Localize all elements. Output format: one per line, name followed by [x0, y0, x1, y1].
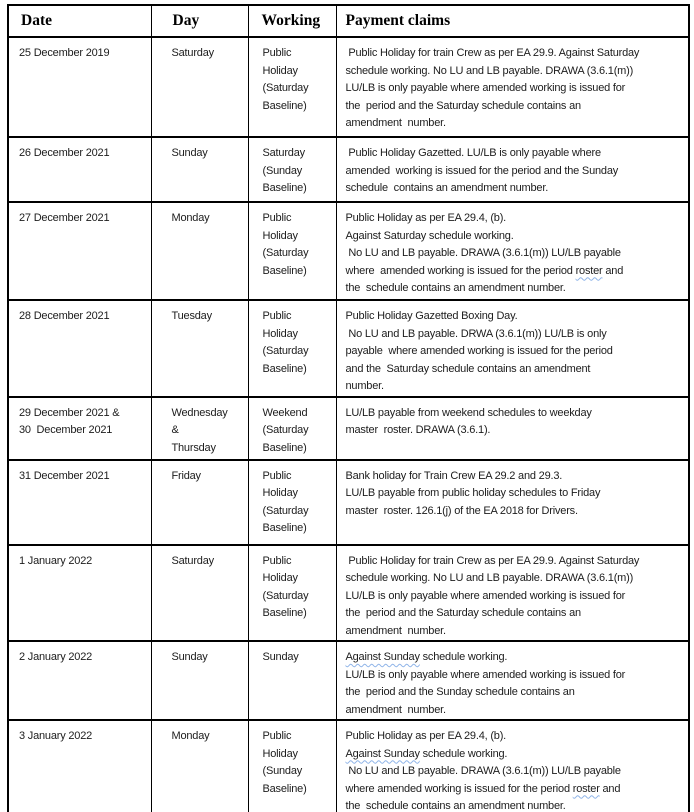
- text-segment: amended working is issued for the period and the Sunday: [345, 164, 619, 177]
- text-line: Baseline): [262, 607, 307, 619]
- text-line: 29 December 2021 &: [19, 406, 120, 419]
- table-row: [8, 37, 689, 137]
- claims-cell: [336, 300, 689, 397]
- text-line: [346, 468, 687, 486]
- text-segment: schedule working. No LU and LB payable. DRAWA (3.6.1(m)): [345, 572, 634, 584]
- day-cell: [151, 137, 248, 202]
- text-line: 30 December 2021: [19, 424, 113, 436]
- text-segment: Against Saturday schedule working.: [345, 229, 514, 242]
- text-line: Baseline): [262, 782, 307, 795]
- text-line: Public: [262, 469, 292, 482]
- table-row: [8, 137, 689, 202]
- text-segment: and the Saturday schedule contains an amendment: [345, 362, 591, 375]
- text-segment: schedule working.: [419, 651, 508, 663]
- text-line: Holiday: [262, 572, 298, 584]
- header-row: [8, 5, 689, 37]
- text-line: [346, 702, 687, 720]
- text-line: Baseline): [262, 99, 307, 112]
- text-line: [346, 503, 687, 521]
- text-line: (Saturday: [262, 247, 309, 259]
- text-segment: the period and the Sunday schedule contains an: [345, 686, 575, 698]
- claims-cell: [336, 641, 689, 720]
- table-row: [8, 397, 689, 460]
- date-cell: [8, 202, 151, 300]
- column-header-working: Working: [248, 5, 336, 37]
- text-segment: the schedule contains an amendment number.: [345, 800, 566, 812]
- text-segment: master roster. DRAWA (3.6.1).: [345, 424, 491, 436]
- text-line: Saturday: [171, 47, 214, 59]
- text-line: Holiday: [262, 327, 298, 340]
- spellcheck-flagged-text: roster: [572, 782, 600, 795]
- working-cell: [248, 37, 336, 137]
- text-line: [346, 326, 687, 344]
- text-line: Sunday: [262, 651, 299, 663]
- text-line: Friday: [171, 469, 201, 482]
- date-cell: [8, 300, 151, 397]
- text-segment: LU/LB payable from public holiday schedules to Friday: [345, 487, 601, 499]
- day-cell: [151, 720, 248, 812]
- text-segment: Public Holiday Gazetted Boxing Day.: [345, 310, 518, 322]
- text-line: Baseline): [262, 362, 307, 375]
- text-line: Tuesday: [171, 310, 212, 322]
- text-line: [346, 115, 687, 133]
- text-line: 3 January 2022: [19, 730, 93, 742]
- date-cell: [8, 397, 151, 460]
- table-header: [8, 5, 689, 37]
- text-line: [346, 553, 687, 571]
- text-segment: the period and the Saturday schedule contains an: [345, 99, 581, 112]
- working-cell: [248, 545, 336, 642]
- text-line: 31 December 2021: [19, 469, 110, 482]
- text-line: Public: [262, 554, 292, 567]
- text-segment: No LU and LB payable. DRAWA (3.6.1(m)) LU/LB payable: [345, 247, 621, 259]
- claims-cell: [336, 460, 689, 545]
- text-line: [346, 228, 687, 246]
- text-line: [346, 180, 687, 198]
- text-line: Holiday: [262, 747, 298, 760]
- working-cell: [248, 137, 336, 202]
- text-line: (Saturday: [262, 589, 309, 602]
- text-line: Baseline): [262, 441, 307, 454]
- text-line: Baseline): [262, 264, 307, 277]
- date-cell: [8, 720, 151, 812]
- working-cell: [248, 300, 336, 397]
- text-segment: where amended working is issued for the period: [345, 782, 573, 795]
- text-line: [346, 623, 687, 641]
- text-line: 2 January 2022: [19, 651, 93, 663]
- text-line: [346, 728, 687, 746]
- text-line: Holiday: [262, 64, 298, 77]
- text-line: Baseline): [262, 182, 307, 194]
- text-segment: Public Holiday as per EA 29.4, (b).: [345, 212, 507, 224]
- text-line: Public: [262, 212, 292, 224]
- day-cell: [151, 397, 248, 460]
- text-line: 27 December 2021: [19, 212, 110, 224]
- text-line: 26 December 2021: [19, 147, 110, 159]
- text-line: [346, 308, 687, 326]
- text-line: Saturday: [171, 554, 214, 567]
- text-line: [346, 145, 687, 163]
- text-line: [346, 98, 687, 116]
- text-line: [346, 361, 687, 379]
- text-line: [346, 649, 687, 667]
- text-line: [346, 570, 687, 588]
- text-line: [346, 763, 687, 781]
- text-segment: Public Holiday Gazetted. LU/LB is only payable where: [345, 147, 601, 159]
- text-segment: No LU and LB payable. DRWA (3.6.1(m)) LU/LB is only: [345, 327, 607, 340]
- day-cell: [151, 37, 248, 137]
- text-segment: schedule working.: [419, 747, 508, 760]
- date-cell: [8, 137, 151, 202]
- day-cell: [151, 641, 248, 720]
- text-line: (Saturday: [262, 345, 309, 357]
- claims-cell: [336, 137, 689, 202]
- table-row: [8, 545, 689, 642]
- working-cell: [248, 202, 336, 300]
- text-line: (Saturday: [262, 424, 309, 436]
- column-header-date: Date: [8, 5, 151, 37]
- column-header-payment-claims: Payment claims: [336, 5, 689, 37]
- text-line: [346, 405, 687, 423]
- date-cell: [8, 460, 151, 545]
- text-segment: amendment number.: [345, 624, 446, 637]
- column-header-day: Day: [151, 5, 248, 37]
- text-line: Holiday: [262, 487, 298, 499]
- text-segment: Bank holiday for Train Crew EA 29.2 and 29.3.: [345, 469, 563, 482]
- text-line: [346, 80, 687, 98]
- payment-claims-table: [7, 4, 690, 812]
- text-segment: number.: [345, 380, 384, 392]
- claims-cell: [336, 397, 689, 460]
- text-line: [346, 588, 687, 606]
- date-cell: [8, 641, 151, 720]
- text-line: Holiday: [262, 229, 298, 242]
- text-line: 28 December 2021: [19, 310, 110, 322]
- text-line: [346, 378, 687, 396]
- text-segment: payable where amended working is issued for the period: [345, 345, 613, 357]
- text-line: [346, 343, 687, 361]
- text-line: [346, 280, 687, 298]
- text-line: (Saturday: [262, 82, 309, 94]
- text-segment: amendment number.: [345, 117, 446, 129]
- text-line: 25 December 2019: [19, 47, 110, 59]
- text-segment: schedule working. No LU and LB payable. DRAWA (3.6.1(m)): [345, 64, 634, 77]
- date-cell: [8, 545, 151, 642]
- table-row: [8, 300, 689, 397]
- text-line: [346, 605, 687, 623]
- table-row: [8, 460, 689, 545]
- text-line: Saturday: [262, 147, 305, 159]
- text-line: [346, 210, 687, 228]
- text-segment: amendment number.: [345, 703, 446, 716]
- text-segment: Public Holiday as per EA 29.4, (b).: [345, 730, 507, 742]
- text-segment: master roster. 126.1(j) of the EA 2018 for Drivers.: [345, 504, 578, 517]
- text-line: [346, 422, 687, 440]
- text-line: Monday: [171, 730, 210, 742]
- spellcheck-flagged-text: roster: [575, 264, 603, 277]
- text-line: Public: [262, 310, 292, 322]
- text-line: [346, 263, 687, 281]
- day-cell: [151, 545, 248, 642]
- claims-cell: [336, 545, 689, 642]
- day-cell: [151, 300, 248, 397]
- text-line: [346, 63, 687, 81]
- text-line: [346, 781, 687, 799]
- text-line: [346, 746, 687, 764]
- text-line: [346, 798, 687, 812]
- table-row: [8, 202, 689, 300]
- day-cell: [151, 460, 248, 545]
- spellcheck-flagged-text: Against Sunday: [345, 747, 420, 760]
- working-cell: [248, 460, 336, 545]
- text-line: Sunday: [171, 147, 208, 159]
- claims-cell: [336, 37, 689, 137]
- text-segment: LU/LB is only payable where amended working is issued for: [345, 668, 626, 681]
- text-line: Sunday: [171, 651, 208, 663]
- text-segment: LU/LB is only payable where amended working is issued for: [345, 82, 626, 94]
- text-segment: LU/LB is only payable where amended working is issued for: [345, 589, 626, 602]
- working-cell: [248, 641, 336, 720]
- text-line: [346, 485, 687, 503]
- text-segment: LU/LB payable from weekend schedules to weekday: [345, 406, 592, 419]
- table-body: [8, 37, 689, 812]
- text-line: Monday: [171, 212, 210, 224]
- text-line: 1 January 2022: [19, 554, 93, 567]
- text-line: Public: [262, 47, 292, 59]
- text-segment: No LU and LB payable. DRAWA (3.6.1(m)) LU/LB payable: [345, 765, 621, 777]
- text-line: Public: [262, 730, 292, 742]
- claims-cell: [336, 202, 689, 300]
- text-line: (Sunday: [262, 765, 303, 777]
- text-line: [346, 667, 687, 685]
- table-row: [8, 720, 689, 812]
- date-cell: [8, 37, 151, 137]
- text-line: (Sunday: [262, 164, 303, 177]
- text-line: [346, 45, 687, 63]
- text-line: [346, 163, 687, 181]
- text-line: &: [171, 424, 179, 436]
- text-segment: and: [602, 264, 624, 277]
- table-row: [8, 641, 689, 720]
- text-line: [346, 684, 687, 702]
- text-segment: where amended working is issued for the period: [345, 264, 576, 277]
- text-segment: the schedule contains an amendment number.: [345, 282, 566, 294]
- text-line: Thursday: [171, 441, 216, 454]
- text-segment: and: [599, 782, 621, 795]
- day-cell: [151, 202, 248, 300]
- working-cell: [248, 397, 336, 460]
- working-cell: [248, 720, 336, 812]
- text-line: (Saturday: [262, 504, 309, 517]
- text-segment: schedule contains an amendment number.: [345, 182, 549, 194]
- text-segment: Public Holiday for train Crew as per EA 29.9. Against Saturday: [345, 47, 640, 59]
- text-line: Weekend: [262, 406, 308, 419]
- text-segment: the period and the Saturday schedule contains an: [345, 607, 581, 619]
- text-segment: Public Holiday for train Crew as per EA 29.9. Against Saturday: [345, 554, 640, 567]
- text-line: [346, 245, 687, 263]
- spellcheck-flagged-text: Against Sunday: [345, 651, 420, 663]
- claims-cell: [336, 720, 689, 812]
- text-line: Wednesday: [171, 406, 228, 419]
- text-line: Baseline): [262, 522, 307, 534]
